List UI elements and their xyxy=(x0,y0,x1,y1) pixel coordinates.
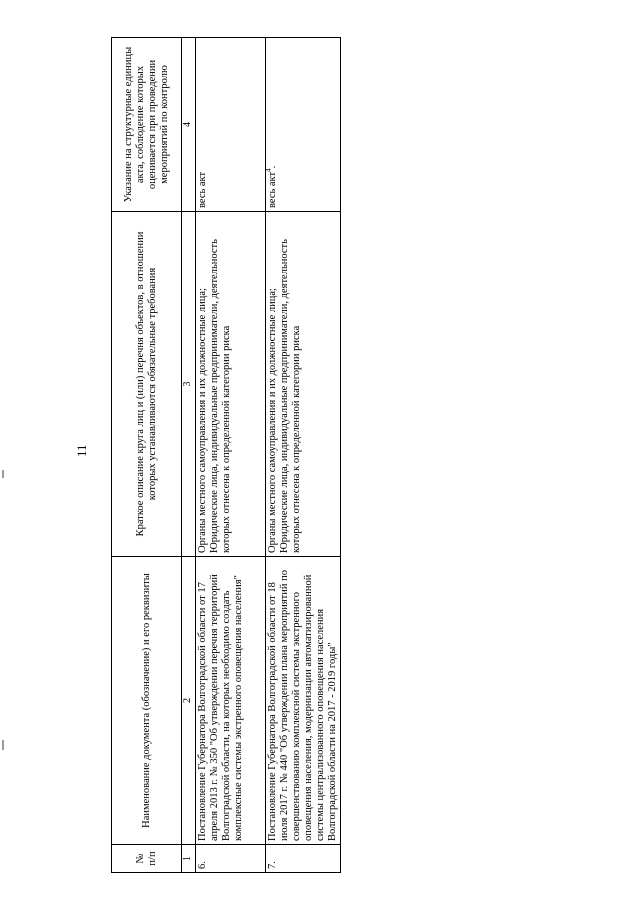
table-header-row xyxy=(112,38,182,873)
column-numbers-row xyxy=(182,38,196,873)
structural-units xyxy=(266,38,341,212)
header-subjects: Краткое описание круга лиц и (или) перечня объектов, в отношении которых устанавливаются обязательные требования xyxy=(112,212,182,557)
row-number: 7. xyxy=(266,845,341,873)
header-units: Указание на структурные единицы акта, соблюдение которых оценивается при проведении мероприятий по контролю xyxy=(112,38,182,212)
structural-units xyxy=(196,38,266,212)
units-punctuation: . xyxy=(267,165,278,169)
footnote-mark: 4 xyxy=(264,168,273,172)
requirements-table xyxy=(111,37,341,873)
table-row xyxy=(266,38,341,873)
document-name: Постановление Губернатора Волгоградской области от 18 июля 2017 г. № 440 "Об утверждении плана мероприятий по совершенствованию комплексной системы экстренного оповещения населения, модернизации автоматизированной системы централизованного оповещения населения Волгоградской области на 2017 - 2019 годы" xyxy=(266,557,341,845)
header-number: № п/п xyxy=(112,845,182,873)
table-row xyxy=(196,38,266,873)
document-name: Постановление Губернатора Волгоградской области от 17 апреля 2013 г. № 350 "Об утверждении перечня территорий Волгоградской области, на которых необходимо создать комплексные системы экстренного оповещения населения" xyxy=(196,557,266,845)
header-document: Наименование документа (обозначение) и его реквизиты xyxy=(112,557,182,845)
subjects-description: Органы местного самоуправления и их должностные лица; Юридические лица, индивидуальные предприниматели, деятельность которых отнесена к определенной категории риска xyxy=(266,212,341,557)
column-number: 1 xyxy=(182,845,196,873)
row-number: 6. xyxy=(196,845,266,873)
page-number: 11 xyxy=(74,444,89,457)
column-number: 3 xyxy=(182,212,196,557)
subjects-description: Органы местного самоуправления и их должностные лица; Юридические лица, индивидуальные предприниматели, деятельность которых отнесена к определенной категории риска xyxy=(196,212,266,557)
units-text: весь акт xyxy=(197,171,208,208)
column-number: 4 xyxy=(182,38,196,212)
units-text: весь акт xyxy=(267,171,278,208)
column-number: 2 xyxy=(182,557,196,845)
